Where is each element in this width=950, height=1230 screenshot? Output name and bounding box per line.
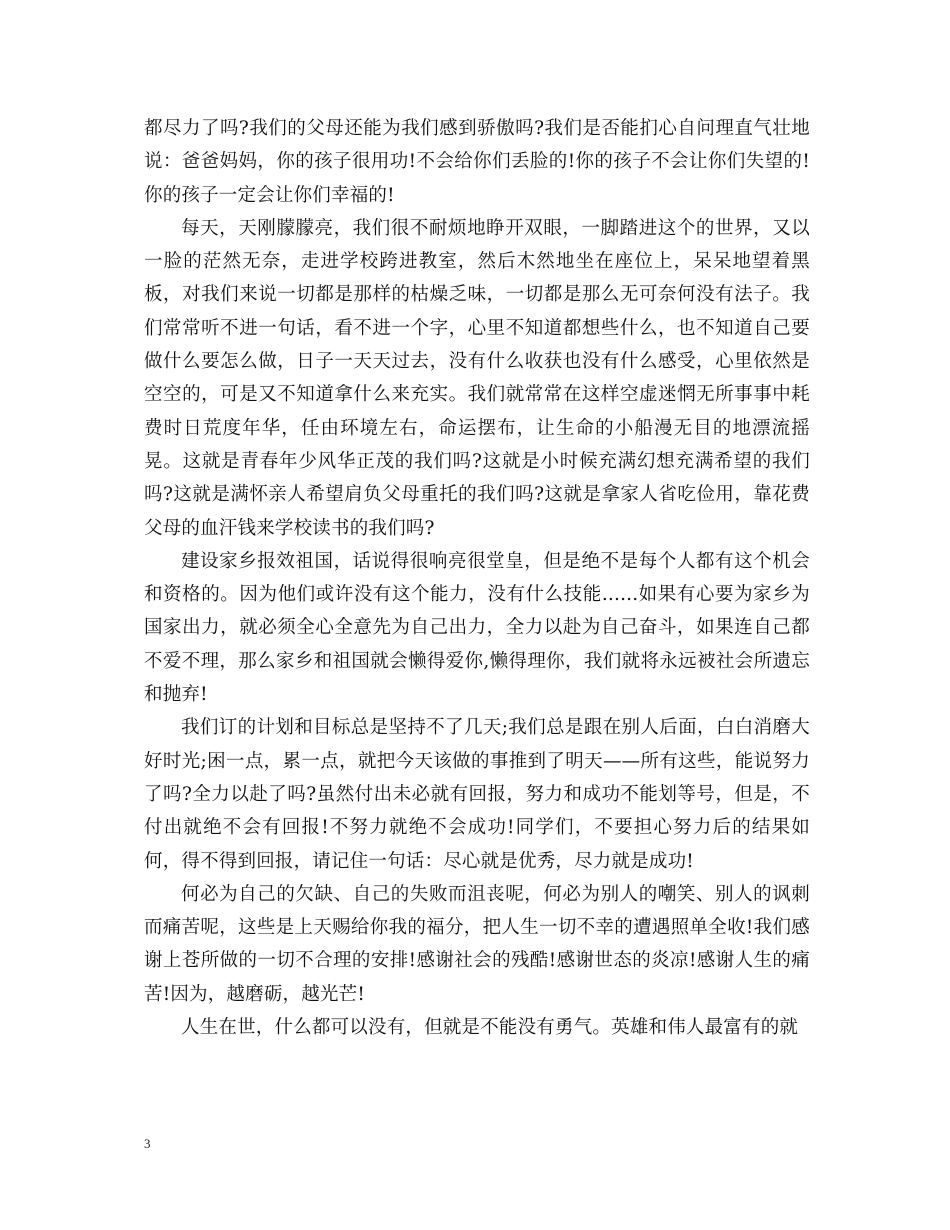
paragraph-1: 都尽力了吗?我们的父母还能为我们感到骄傲吗?我们是否能扪心自问理直气壮地说：爸爸妈妈，你的孩子很用功!不会给你们丢脸的!你的孩子不会让你们失望的!你的孩子一定会让你们幸福的! [144, 118, 810, 206]
paragraph-2: 每天，天刚朦朦亮，我们很不耐烦地睁开双眼，一脚踏进这个的世界，又以一脸的茫然无奈，走进学校跨进教室，然后木然地坐在座位上，呆呆地望着黑板，对我们来说一切都是那样的枯燥乏味，一切都是那么无可奈何没有法子。我们常常听不进一句话，看不进一个字，心里不知道都想些什么，也不知道自己要做什么要怎么做，日子一天天过去，没有什么收获也没有什么感受，心里依然是空空的，可是又不知道拿什么来充实。我们就常常在这样空虚迷惘无所事事中耗费时日荒度年华，任由环境左右，命运摆布，让生命的小船漫无目的地漂流摇晃。这就是青春年少风华正茂的我们吗?这就是小时候充满幻想充满希望的我们吗?这就是满怀亲人希望肩负父母重托的我们吗?这就是拿家人省吃俭用，靠花费父母的血汗钱来学校读书的我们吗? [144, 217, 810, 539]
body-text [144, 112, 810, 1044]
page-number: 3 [144, 1136, 151, 1151]
paragraph-5: 何必为自己的欠缺、自己的失败而沮丧呢，何必为别人的嘲笑、别人的讽刺而痛苦呢，这些是上天赐给你我的福分，把人生一切不幸的遭遇照单全收!我们感谢上苍所做的一切不合理的安排!感谢社会的残酷!感谢世态的炎凉!感谢人生的痛苦!因为，越磨砺，越光芒! [144, 883, 810, 1005]
paragraph-4: 我们订的计划和目标总是坚持不了几天;我们总是跟在别人后面，白白消磨大好时光;困一点，累一点，就把今天该做的事推到了明天——所有这些，能说努力了吗?全力以赴了吗?虽然付出未必就有回报，努力和成功不能划等号，但是，不付出就绝不会有回报!不努力就绝不会成功!同学们，不要担心努力后的结果如何，得不得到回报，请记住一句话：尽心就是优秀，尽力就是成功! [144, 717, 810, 872]
paragraph-6: 人生在世，什么都可以没有，但就是不能没有勇气。英雄和伟人最富有的就 [181, 1017, 799, 1039]
paragraph-3: 建设家乡报效祖国，话说得很响亮很堂皇，但是绝不是每个人都有这个机会和资格的。因为他们或许没有这个能力，没有什么技能......如果有心要为家乡为国家出力，就必须全心全意先为自己出力，全力以赴为自己奋斗，如果连自己都不爱不理，那么家乡和祖国就会懒得爱你,懒得理你，我们就将永远被社会所遗忘和抛弃! [144, 550, 810, 706]
